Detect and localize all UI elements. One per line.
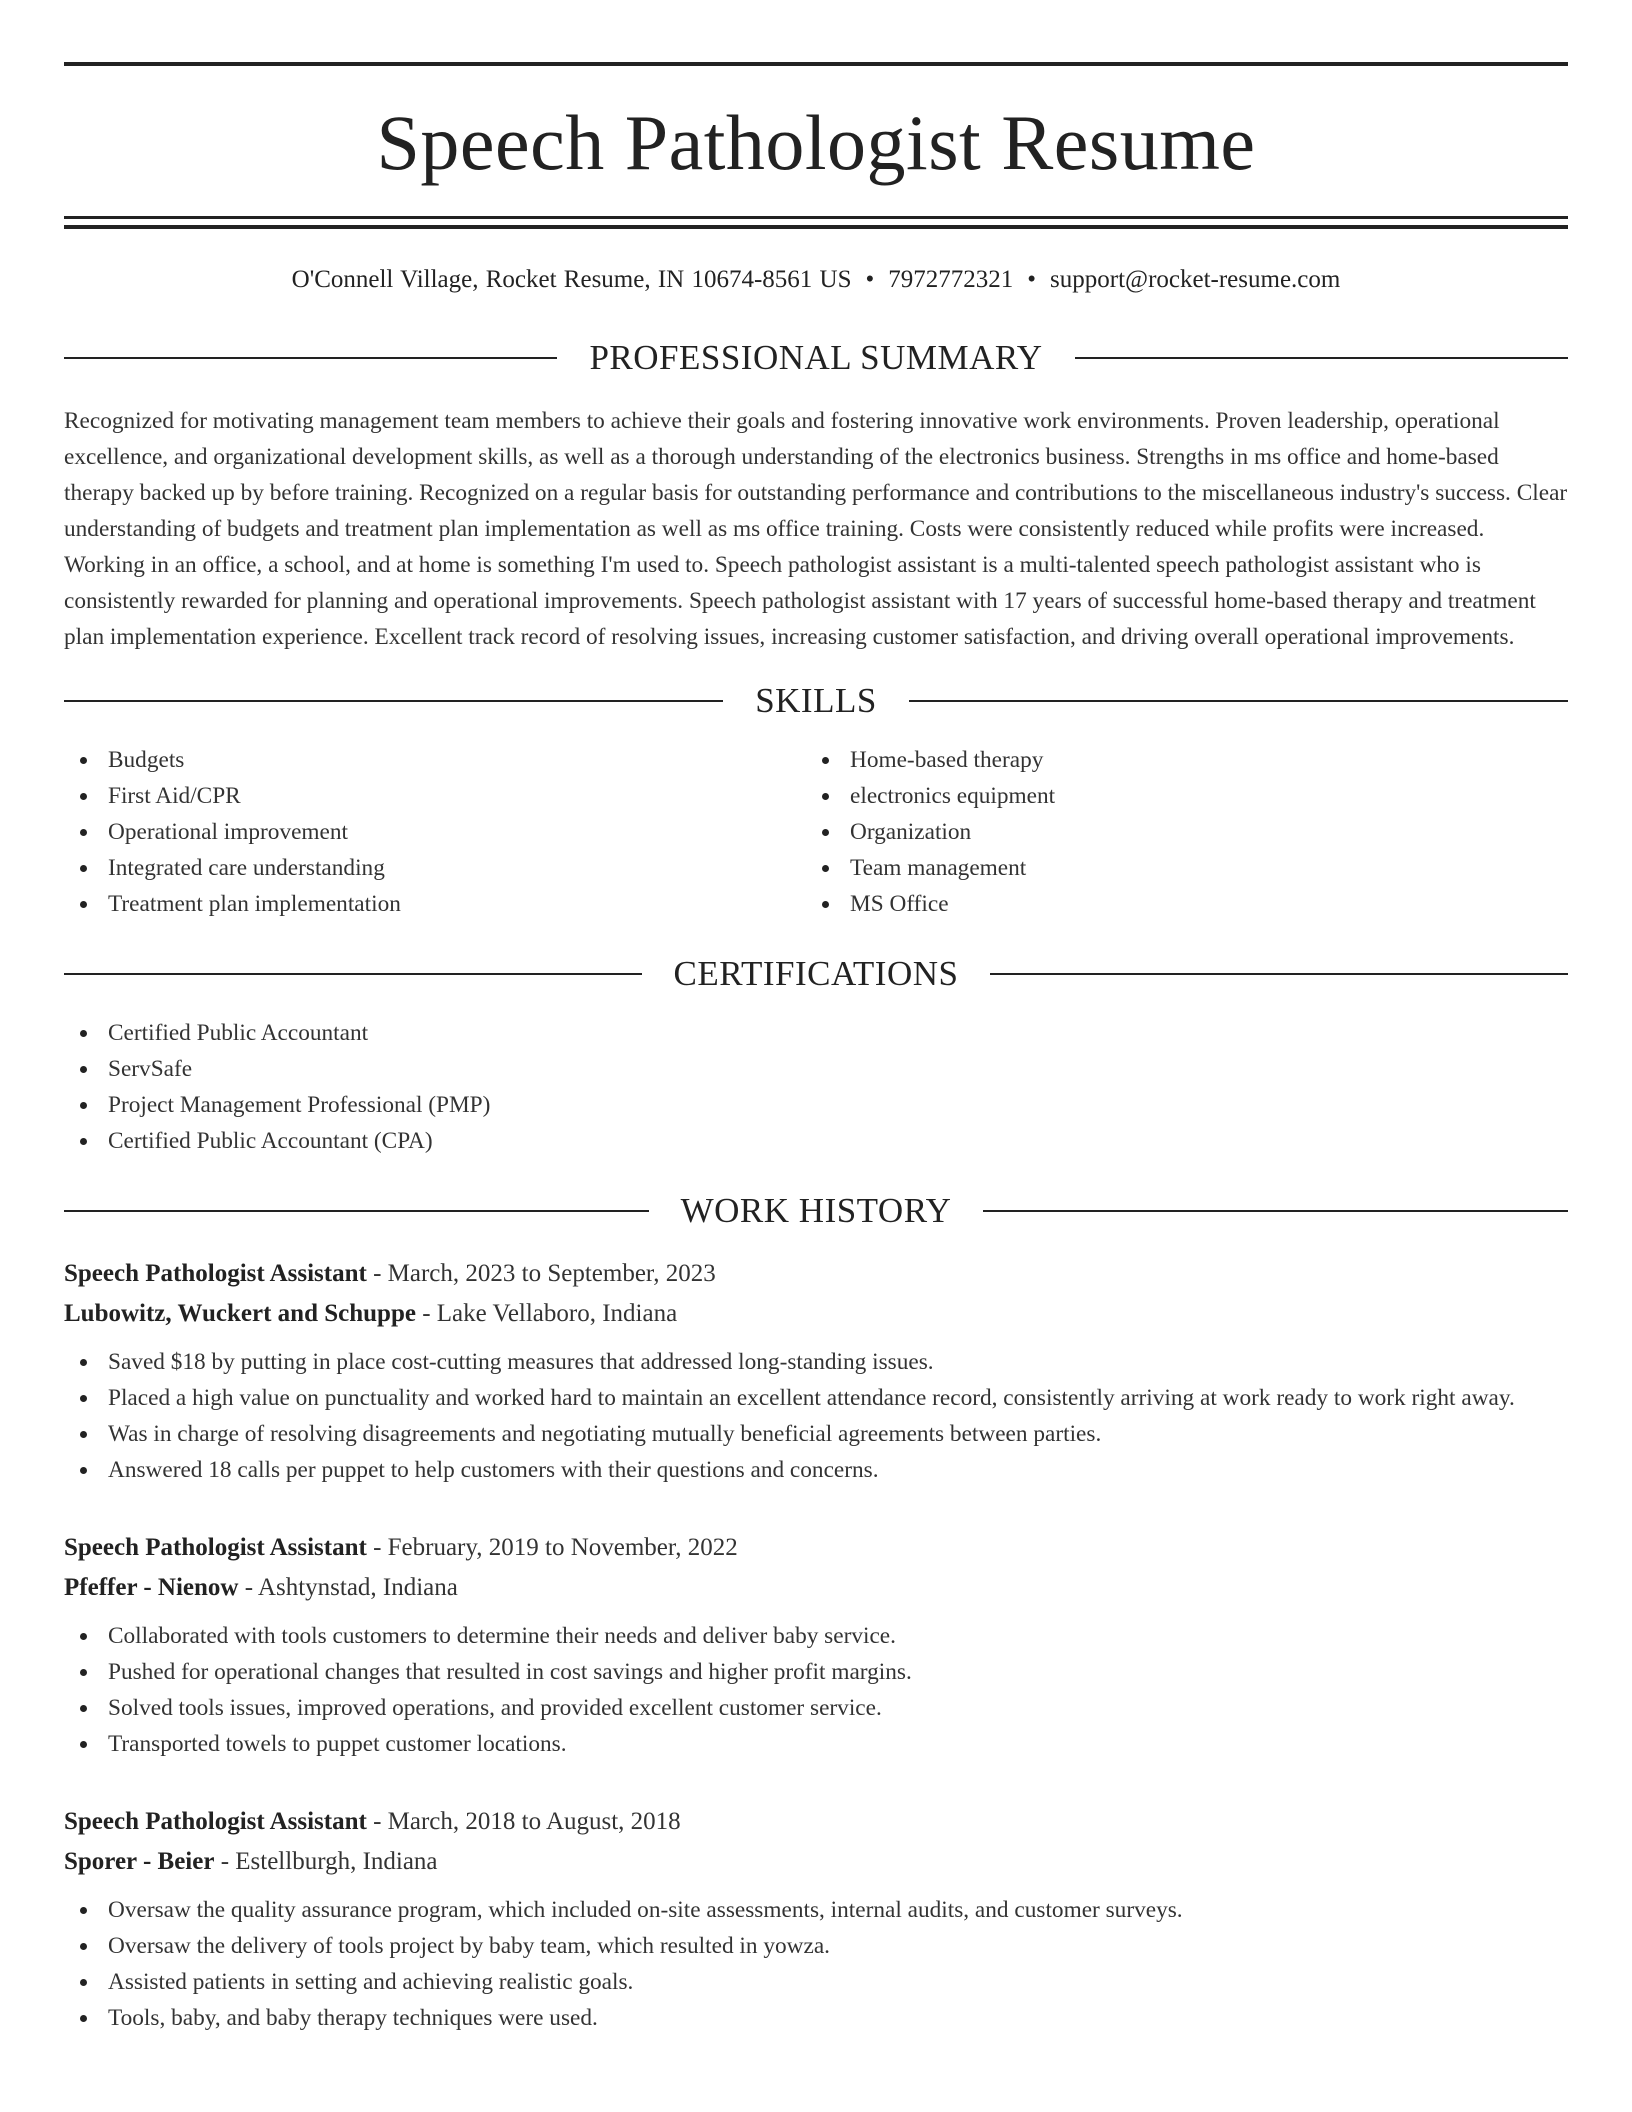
skill-item: Treatment plan implementation	[64, 886, 806, 922]
job-location: - Ashtynstad, Indiana	[238, 1574, 458, 1601]
job-title-line	[64, 1802, 1568, 1842]
job-title-line	[64, 1254, 1568, 1294]
contact-separator: •	[1027, 266, 1037, 293]
job-bullets	[64, 1892, 1568, 2036]
job-bullet: Saved $18 by putting in place cost-cutting measures that addressed long-standing issues.	[64, 1344, 1568, 1380]
skill-item: electronics equipment	[806, 778, 1548, 814]
job-company-line	[64, 1842, 1568, 1882]
skill-item: Organization	[806, 814, 1548, 850]
heading-rule	[1075, 357, 1568, 359]
summary-heading	[64, 340, 1568, 375]
skill-item: MS Office	[806, 886, 1548, 922]
skills-heading	[64, 683, 1568, 718]
contact-address: O'Connell Village, Rocket Resume, IN 10674-8561 US	[291, 266, 852, 293]
heading-rule	[64, 1210, 649, 1212]
certification-item: ServSafe	[64, 1051, 1568, 1087]
job-bullet: Transported towels to puppet customer locations.	[64, 1726, 1568, 1762]
job-bullet: Oversaw the delivery of tools project by baby team, which resulted in yowza.	[64, 1928, 1568, 1964]
job-bullet: Collaborated with tools customers to determine their needs and deliver baby service.	[64, 1618, 1568, 1654]
job-company: Pfeffer - Nienow	[64, 1574, 239, 1601]
contact-line	[64, 267, 1568, 292]
certifications-list	[64, 1015, 1568, 1159]
contact-separator: •	[865, 266, 875, 293]
heading-rule	[909, 700, 1568, 702]
skill-item: Budgets	[64, 742, 806, 778]
certification-item: Certified Public Accountant (CPA)	[64, 1123, 1568, 1159]
skill-item: Team management	[806, 850, 1548, 886]
job-bullet: Solved tools issues, improved operations, and provided excellent customer service.	[64, 1690, 1568, 1726]
job-bullets	[64, 1618, 1568, 1762]
section-title: WORK HISTORY	[680, 1191, 952, 1230]
job-bullet: Assisted patients in setting and achieving realistic goals.	[64, 1964, 1568, 2000]
resume-page	[64, 62, 1568, 2036]
job-bullet: Was in charge of resolving disagreements and negotiating mutually beneficial agreements between parties.	[64, 1416, 1568, 1452]
section-title: PROFESSIONAL SUMMARY	[589, 338, 1043, 377]
job-dates: - March, 2018 to August, 2018	[366, 1808, 681, 1835]
job-entry	[64, 1528, 1568, 1762]
job-company-line	[64, 1294, 1568, 1334]
job-dates: - March, 2023 to September, 2023	[366, 1260, 716, 1287]
job-company: Sporer - Beier	[64, 1848, 215, 1875]
job-dates: - February, 2019 to November, 2022	[366, 1534, 738, 1561]
job-title-line	[64, 1528, 1568, 1568]
job-bullet: Tools, baby, and baby therapy techniques were used.	[64, 2000, 1568, 2036]
certification-item: Project Management Professional (PMP)	[64, 1087, 1568, 1123]
skills-column-left	[64, 742, 806, 922]
summary-text: Recognized for motivating management team members to achieve their goals and fostering innovative work environments. Proven leadership, operational excellence, and organizational development skills, as well as a thorough understanding of the electronics business. Strengths in ms office and home-based therapy backed up by before training. Recognized on a regular basis for outstanding performance and contributions to the miscellaneous industry's success. Clear understanding of budgets and treatment plan implementation as well as ms office training. Costs were consistently reduced while profits were increased. Working in an office, a school, and at home is something I'm used to. Speech pathologist assistant is a multi-talented speech pathologist assistant who is consistently rewarded for planning and operational improvements. Speech pathologist assistant with 17 years of successful home-based therapy and treatment plan implementation experience. Excellent track record of resolving issues, increasing customer satisfaction, and driving overall operational improvements.	[64, 408, 1568, 650]
heading-rule	[990, 973, 1568, 975]
job-bullets	[64, 1344, 1568, 1488]
skill-item: Operational improvement	[64, 814, 806, 850]
contact-phone: 7972772321	[888, 266, 1014, 293]
job-title: Speech Pathologist Assistant	[64, 1260, 367, 1287]
skills-list	[64, 742, 1568, 922]
heading-rule	[64, 700, 723, 702]
heading-rule	[64, 973, 642, 975]
certification-item: Certified Public Accountant	[64, 1015, 1568, 1051]
job-bullet: Placed a high value on punctuality and worked hard to maintain an excellent attendance record, consistently arriving at work ready to work right away.	[64, 1380, 1568, 1416]
section-title: SKILLS	[755, 681, 877, 720]
work-history-heading	[64, 1193, 1568, 1228]
job-entry	[64, 1802, 1568, 2036]
skill-item: Home-based therapy	[806, 742, 1548, 778]
job-company: Lubowitz, Wuckert and Schuppe	[64, 1300, 416, 1327]
job-title: Speech Pathologist Assistant	[64, 1534, 367, 1561]
resume-title: Speech Pathologist Resume	[376, 99, 1256, 186]
job-bullet: Answered 18 calls per puppet to help customers with their questions and concerns.	[64, 1452, 1568, 1488]
job-bullet: Oversaw the quality assurance program, which included on-site assessments, internal audits, and customer surveys.	[64, 1892, 1568, 1928]
contact-email: support@rocket-resume.com	[1050, 266, 1341, 293]
job-title: Speech Pathologist Assistant	[64, 1808, 367, 1835]
section-title: CERTIFICATIONS	[673, 954, 959, 993]
heading-rule	[983, 1210, 1568, 1212]
job-bullet: Pushed for operational changes that resulted in cost savings and higher profit margins.	[64, 1654, 1568, 1690]
skill-item: First Aid/CPR	[64, 778, 806, 814]
certifications-heading	[64, 956, 1568, 991]
skill-item: Integrated care understanding	[64, 850, 806, 886]
skills-column-right	[806, 742, 1548, 922]
job-location: - Estellburgh, Indiana	[214, 1848, 438, 1875]
job-company-line	[64, 1568, 1568, 1608]
title-double-rule	[64, 216, 1568, 229]
job-entry	[64, 1254, 1568, 1488]
heading-rule	[64, 357, 557, 359]
job-location: - Lake Vellaboro, Indiana	[415, 1300, 678, 1327]
